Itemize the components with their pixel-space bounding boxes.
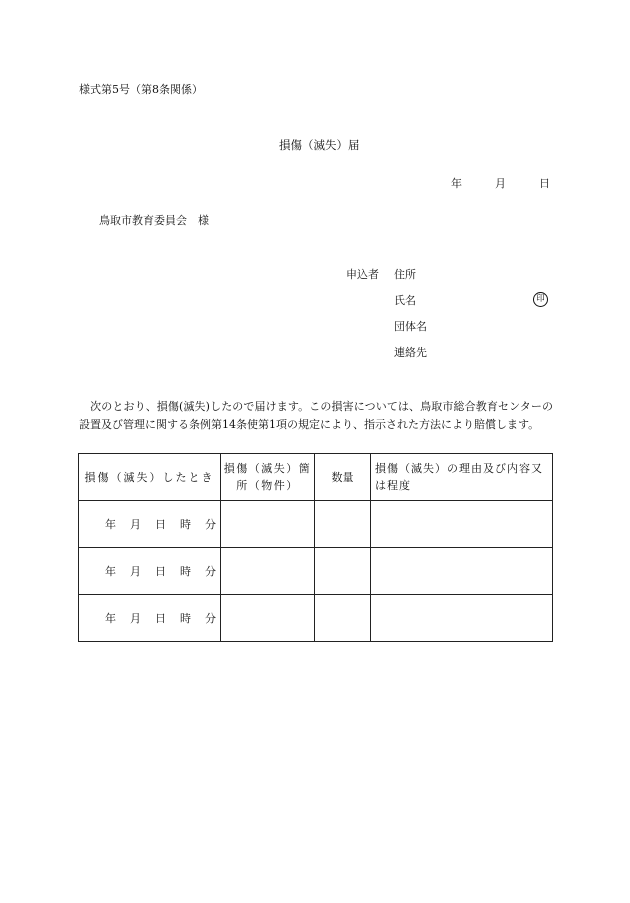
month-label: 月 <box>130 565 141 578</box>
day-label: 日 <box>155 612 166 625</box>
when-cell[interactable] <box>79 595 221 642</box>
reason-cell[interactable] <box>371 548 553 595</box>
date-line <box>451 175 550 191</box>
reason-cell[interactable] <box>371 595 553 642</box>
header-location: 損傷（滅失）箇所（物件） <box>221 454 315 501</box>
recipient: 鳥取市教育委員会 様 <box>99 214 209 227</box>
form-number: 様式第5号（第8条関係） <box>79 83 203 96</box>
table-row <box>79 548 553 595</box>
name-label: 氏名 <box>394 294 416 307</box>
location-cell[interactable] <box>221 595 315 642</box>
contact-label: 連絡先 <box>394 346 427 359</box>
address-label: 住所 <box>394 268 416 281</box>
day-label: 日 <box>155 518 166 531</box>
group-label: 団体名 <box>394 320 427 333</box>
location-cell[interactable] <box>221 501 315 548</box>
form-title: 損傷（滅失）届 <box>279 138 360 152</box>
header-reason: 損傷（滅失）の理由及び内容又は程度 <box>371 454 553 501</box>
table-row <box>79 501 553 548</box>
month-label: 月 <box>130 612 141 625</box>
notice-paragraph: 次のとおり、損傷(滅失)したので届けます。この損害については、鳥取市総合教育センターの設置及び管理に関する条例第14条使第1項の規定により、指示された方法により賠償します。 <box>79 400 553 431</box>
damage-table <box>78 453 553 642</box>
location-cell[interactable] <box>221 548 315 595</box>
quantity-cell[interactable] <box>315 595 371 642</box>
year-label: 年 <box>105 518 116 531</box>
year-label: 年 <box>105 612 116 625</box>
reason-cell[interactable] <box>371 501 553 548</box>
minute-label: 分 <box>205 518 216 531</box>
when-cell[interactable] <box>79 501 221 548</box>
date-year-label: 年 <box>451 177 462 190</box>
minute-label: 分 <box>205 612 216 625</box>
day-label: 日 <box>155 565 166 578</box>
month-label: 月 <box>130 518 141 531</box>
seal-mark: 印 <box>533 292 548 307</box>
date-month-label: 月 <box>495 177 506 190</box>
hour-label: 時 <box>180 518 191 531</box>
table-row <box>79 595 553 642</box>
minute-label: 分 <box>205 565 216 578</box>
hour-label: 時 <box>180 612 191 625</box>
quantity-cell[interactable] <box>315 501 371 548</box>
when-cell[interactable] <box>79 548 221 595</box>
header-quantity: 数量 <box>315 454 371 501</box>
table-header-row <box>79 454 553 501</box>
quantity-cell[interactable] <box>315 548 371 595</box>
applicant-label: 申込者 <box>346 268 379 281</box>
header-when: 損傷（滅失）したとき <box>79 454 221 501</box>
year-label: 年 <box>105 565 116 578</box>
date-day-label: 日 <box>539 177 550 190</box>
hour-label: 時 <box>180 565 191 578</box>
